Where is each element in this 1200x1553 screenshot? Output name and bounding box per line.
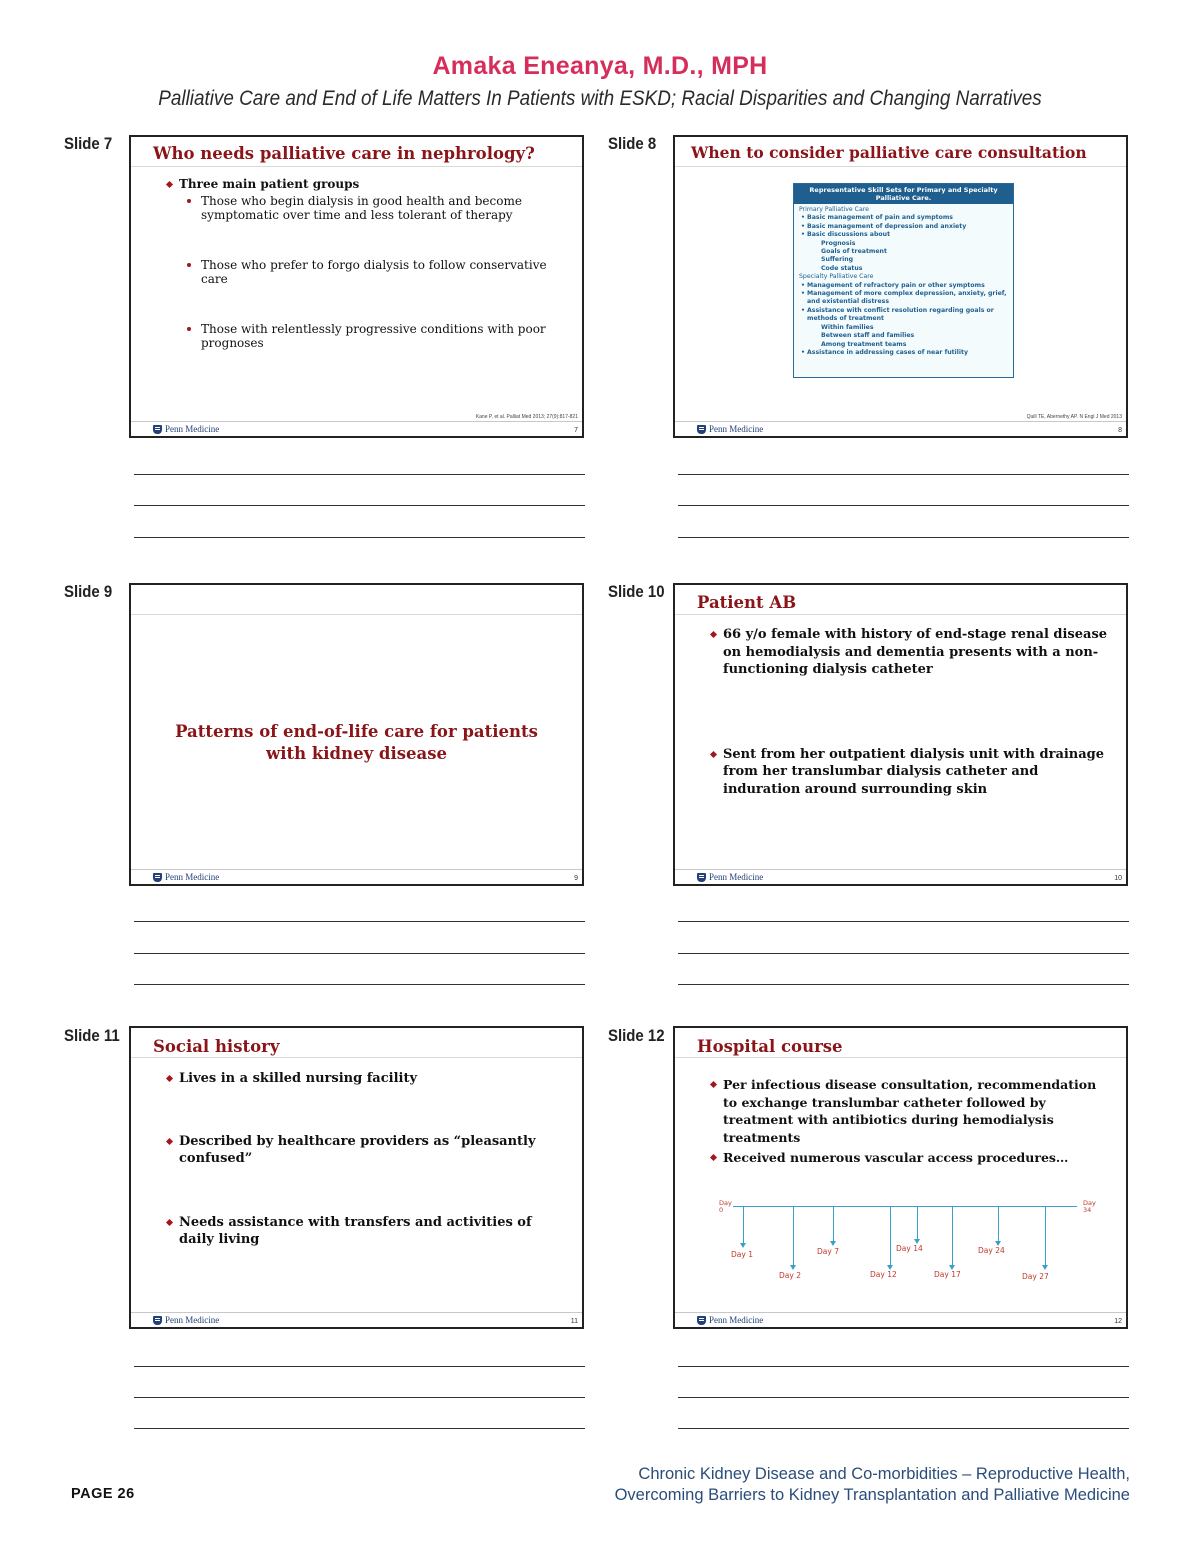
timeline-event-label: Day 14: [896, 1244, 923, 1253]
list-subitem: Between staff and families: [821, 332, 915, 340]
slide-footer: [131, 869, 582, 884]
timeline-end-label: Day 34: [1083, 1199, 1096, 1214]
slide-bullets: [167, 1070, 564, 1249]
list-item: • Basic discussions about: [799, 231, 1008, 239]
slide-title: Social history: [153, 1037, 280, 1056]
timeline-tick: [793, 1206, 794, 1268]
slide-title-bar: [131, 1028, 582, 1058]
timeline-tick: [952, 1206, 953, 1268]
slide-7-label: Slide 7: [64, 134, 113, 153]
primary-heading: Primary Palliative Care: [799, 206, 869, 213]
timeline-event-label: Day 17: [934, 1270, 961, 1279]
notes-line: [134, 1366, 585, 1367]
list-item: • Basic management of depression and anxiety: [799, 223, 1008, 231]
notes-line: [134, 1397, 585, 1398]
footer-line-2: Overcoming Barriers to Kidney Transplantation and Palliative Medicine: [614, 1486, 1130, 1504]
penn-medicine-logo: Penn Medicine: [153, 1315, 219, 1325]
penn-medicine-logo: Penn Medicine: [697, 872, 763, 882]
bullet: Received numerous vascular access procedures…: [711, 1149, 1108, 1167]
slide-title-bar: [675, 1028, 1126, 1058]
shield-icon: [153, 873, 162, 882]
notes-line: [678, 1366, 1129, 1367]
timeline-event-label: Day 24: [978, 1246, 1005, 1255]
notes-line: [134, 505, 585, 506]
bullet: Per infectious disease consultation, recommendation to exchange translumbar catheter followed by treatment with antibiotics during hemodialysis treatments: [711, 1076, 1108, 1146]
shield-icon: [697, 1316, 706, 1325]
sub-bullet: Those who prefer to forgo dialysis to follow conservative care: [167, 258, 566, 286]
skill-sets-table: [793, 183, 1014, 378]
presentation-subtitle: Palliative Care and End of Life Matters In Patients with ESKD; Racial Disparities and Changing Narratives: [158, 87, 1042, 110]
timeline-tick: [743, 1206, 744, 1246]
list-subitem: Suffering: [821, 256, 854, 264]
main-bullet: Three main patient groups: [167, 177, 566, 191]
page-header: [0, 52, 1200, 111]
slide-title: Patient AB: [697, 593, 797, 612]
penn-medicine-logo: Penn Medicine: [697, 1315, 763, 1325]
penn-medicine-logo: Penn Medicine: [697, 424, 763, 434]
slide-9: [129, 583, 584, 886]
procedure-timeline: [715, 1198, 1095, 1298]
timeline-tick: [998, 1206, 999, 1244]
notes-line: [678, 1397, 1129, 1398]
list-subitem: Within families: [821, 323, 874, 331]
list-subitem: Goals of treatment: [821, 248, 887, 256]
table-heading: Representative Skill Sets for Primary and Specialty Palliative Care.: [794, 184, 1013, 204]
timeline-tick: [917, 1206, 918, 1242]
slide-number: 10: [1114, 875, 1122, 882]
penn-medicine-logo: Penn Medicine: [153, 424, 219, 434]
notes-line: [678, 505, 1129, 506]
slide-title-bar: [675, 137, 1126, 167]
slide-footer: [675, 1312, 1126, 1327]
notes-line: [678, 537, 1129, 538]
slide-title-bar: [675, 585, 1126, 615]
notes-line: [678, 921, 1129, 922]
slide-number: 8: [1118, 427, 1122, 434]
slide-title-bar: [131, 137, 582, 167]
timeline-event-label: Day 1: [731, 1250, 753, 1259]
slide-10: [673, 583, 1128, 886]
shield-icon: [153, 425, 162, 434]
timeline-tick: [890, 1206, 891, 1268]
slide-footer: [131, 1312, 582, 1327]
slide-title: When to consider palliative care consultation: [691, 143, 1087, 162]
slide-bullets: [711, 1076, 1108, 1167]
slide-number: 12: [1114, 1318, 1122, 1325]
timeline-event-label: Day 27: [1022, 1272, 1049, 1281]
notes-line: [678, 1428, 1129, 1429]
notes-line: [134, 537, 585, 538]
footer-line-1: Chronic Kidney Disease and Co-morbidities – Reproductive Health,: [638, 1465, 1130, 1483]
slide-11-label: Slide 11: [64, 1026, 120, 1045]
citation: Kane P, et al. Palliat Med 2013; 27(9):817-821: [475, 414, 578, 420]
list-item: • Basic management of pain and symptoms: [799, 214, 1008, 222]
notes-line: [678, 984, 1129, 985]
list-item: • Assistance in addressing cases of near futility: [799, 349, 1008, 357]
notes-line: [134, 953, 585, 954]
list-item: • Management of more complex depression, anxiety, grief, and existential distress: [799, 290, 1008, 307]
list-subitem: Among treatment teams: [821, 340, 907, 348]
notes-line: [134, 474, 585, 475]
slide-number: 11: [570, 1318, 578, 1325]
page-number: PAGE 26: [71, 1486, 135, 1502]
slide-footer: [675, 869, 1126, 884]
timeline-start-label: Day 0: [719, 1199, 732, 1214]
slide-title-bar: [131, 585, 582, 615]
list-subitem: Code status: [821, 264, 863, 272]
slide-number: 9: [574, 875, 578, 882]
timeline-event-label: Day 12: [870, 1270, 897, 1279]
course-title-footer: [615, 1464, 1130, 1506]
slide-title: Hospital course: [697, 1037, 843, 1056]
list-subitem: Prognosis: [821, 239, 856, 247]
bullet: 66 y/o female with history of end-stage renal disease on hemodialysis and dementia presents with a non-functioning dialysis catheter: [711, 626, 1108, 679]
slide-7: [129, 135, 584, 438]
slide-9-label: Slide 9: [64, 582, 113, 601]
slide-8: [673, 135, 1128, 438]
citation: Quill TE, Abernethy AP. N Engl J Med 2013: [1026, 414, 1122, 420]
timeline-event-label: Day 2: [779, 1271, 801, 1280]
list-item: • Assistance with conflict resolution regarding goals or methods of treatment: [799, 307, 1008, 324]
notes-line: [134, 1428, 585, 1429]
sub-bullet: Those with relentlessly progressive conditions with poor prognoses: [167, 322, 566, 350]
slide-12-label: Slide 12: [608, 1026, 665, 1045]
slide-footer: [675, 421, 1126, 436]
timeline-axis: [733, 1206, 1077, 1207]
notes-line: [134, 921, 585, 922]
notes-line: [678, 953, 1129, 954]
timeline-event-label: Day 7: [817, 1247, 839, 1256]
slide-11: [129, 1026, 584, 1329]
bullet: Described by healthcare providers as “pleasantly confused”: [167, 1133, 564, 1168]
bullet: Sent from her outpatient dialysis unit with drainage from her translumbar dialysis catheter and induration around surrounding skin: [711, 746, 1108, 799]
slide-8-label: Slide 8: [608, 134, 657, 153]
slide-12: [673, 1026, 1128, 1329]
notes-line: [134, 984, 585, 985]
penn-medicine-logo: Penn Medicine: [153, 872, 219, 882]
shield-icon: [153, 1316, 162, 1325]
shield-icon: [697, 873, 706, 882]
section-title: Patterns of end-of-life care for patients with kidney disease: [175, 722, 538, 763]
author-name: Amaka Eneanya, M.D., MPH: [432, 52, 768, 80]
slide-bullets: [167, 177, 566, 350]
timeline-tick: [1045, 1206, 1046, 1268]
bullet: Lives in a skilled nursing facility: [167, 1070, 564, 1088]
list-item: • Management of refractory pain or other symptoms: [799, 282, 1008, 290]
slide-footer: [131, 421, 582, 436]
bullet: Needs assistance with transfers and activities of daily living: [167, 1214, 564, 1249]
notes-line: [678, 474, 1129, 475]
sub-bullet: Those who begin dialysis in good health and become symptomatic over time and less tolerant of therapy: [167, 194, 566, 222]
slide-10-label: Slide 10: [608, 582, 665, 601]
slide-number: 7: [574, 427, 578, 434]
slide-bullets: [711, 626, 1108, 798]
shield-icon: [697, 425, 706, 434]
timeline-tick: [833, 1206, 834, 1244]
slide-title: Who needs palliative care in nephrology?: [153, 144, 535, 163]
specialty-heading: Specialty Palliative Care: [799, 273, 874, 281]
